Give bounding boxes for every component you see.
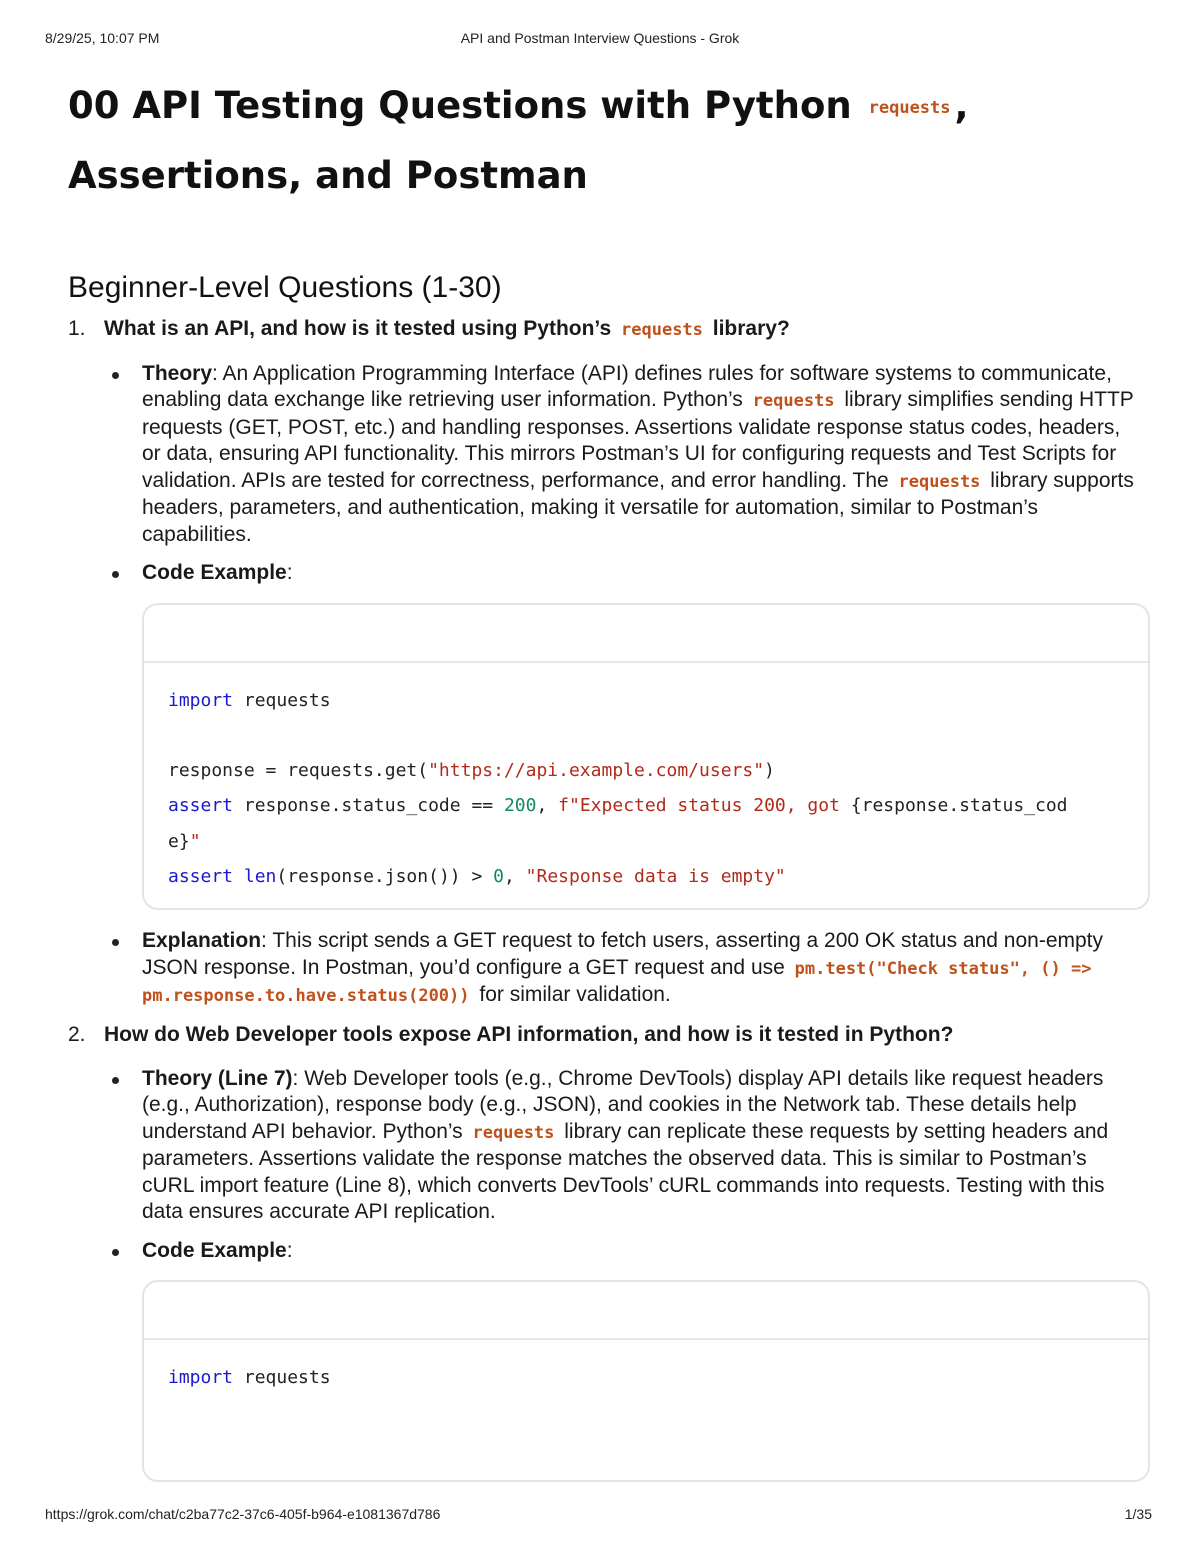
title-comma: , (954, 84, 969, 127)
inline-code: requests (752, 391, 835, 411)
code-example-label: Code Example (142, 1238, 287, 1262)
theory-label: Theory (Line 7) (142, 1066, 293, 1090)
bullet-code-example: Code Example: import requests response = requests.get("https://api.example.com/users") assert response.status_code == 200, f"Expected status 200, got {response.status_cod e}" assert len(response.json()) > 0, "Response data is empty" (104, 560, 1143, 910)
bullet-theory: Theory: An Application Programming Interface (API) defines rules for software systems to communicate, enabling data exchange like retrieving user information. Python’s requests library simplifies sending HTTP requests (GET, POST, etc.) and handling responses. Assertions validate response status codes, headers, or data, ensuring API functionality. This mirrors Postman’s UI for configuring requests and Test Scripts for validation. APIs are tested for correctness, performance, and error handling. The requests library supports headers, parameters, and authentication, making it versatile for automation, similar to Postman’s capabilities. (104, 361, 1143, 549)
question-2 (68, 1022, 1143, 1482)
question-number: 1. (68, 316, 86, 340)
question-text: How do Web Developer tools expose API information, and how is it tested in Python? (104, 1022, 954, 1046)
document-content (68, 72, 1143, 1500)
bullet-code-example: Code Example: import requests (104, 1238, 1143, 1482)
bullet-icon (112, 939, 119, 946)
bullet-icon (112, 1249, 119, 1256)
bullet-icon (112, 571, 119, 578)
code-block[interactable] (142, 1280, 1150, 1482)
print-url: https://grok.com/chat/c2ba77c2-37c6-405f-b964-e1081367d786 (45, 1506, 441, 1522)
page-title (68, 72, 1143, 210)
code-block-header (144, 1282, 1148, 1340)
code-block[interactable] (142, 603, 1150, 911)
question-1 (68, 316, 1143, 1010)
print-datetime: 8/29/25, 10:07 PM (45, 30, 160, 46)
title-line2: Assertions, and Postman (68, 153, 588, 197)
question-list (68, 316, 1143, 1483)
inline-code: requests (898, 471, 981, 492)
question-text: What is an API, and how is it tested using Python’s requests library? (104, 316, 790, 340)
inline-code: requests (621, 319, 703, 340)
code-block-body[interactable]: import requests response = requests.get("https://api.example.com/users") assert response.status_code == 200, f"Expected status 200, got {response.status_cod e}" assert len(response.json()) > 0, "Response data is empty" (168, 689, 1068, 887)
bullet-list (104, 1066, 1143, 1482)
explanation-label: Explanation (142, 929, 262, 953)
bullet-list (104, 361, 1143, 1010)
inline-code: requests (472, 1122, 555, 1143)
bullet-icon (112, 1077, 119, 1084)
title-code: requests (868, 97, 951, 118)
page-number: 1/35 (1124, 1506, 1152, 1522)
code-block-header (144, 605, 1148, 663)
theory-label: Theory (142, 361, 213, 385)
bullet-theory: Theory (Line 7): Web Developer tools (e.g., Chrome DevTools) display API details like request headers (e.g., Authorization), response body (e.g., JSON), and cookies in the Network tab. These details help understand API behavior. Python’s requests library can replicate these requests by setting headers and parameters. Assertions validate the response matches the observed data. This is similar to Postman’s cURL import feature (Line 8), which converts DevTools’ cURL commands into requests. Testing with this data ensures accurate API replication. (104, 1066, 1143, 1226)
code-block-body[interactable]: import requests (168, 1367, 331, 1389)
section-heading: Beginner-Level Questions (1-30) (68, 270, 502, 304)
print-doc-title: API and Postman Interview Questions - Grok (460, 30, 740, 46)
code-example-label: Code Example (142, 561, 287, 584)
bullet-explanation: Explanation: This script sends a GET request to fetch users, asserting a 200 OK status and non-empty JSON response. In Postman, you’d configure a GET request and use pm.test("Check status", () => pm.response.to.have.status(200)) for similar validation. (104, 928, 1143, 1010)
bullet-icon (112, 372, 119, 379)
title-part1: 00 API Testing Questions with Python (68, 84, 852, 127)
inline-code: pm.test("Check status", () => pm.response.to.have.status(200)) (142, 958, 1092, 1007)
question-number: 2. (68, 1022, 86, 1046)
